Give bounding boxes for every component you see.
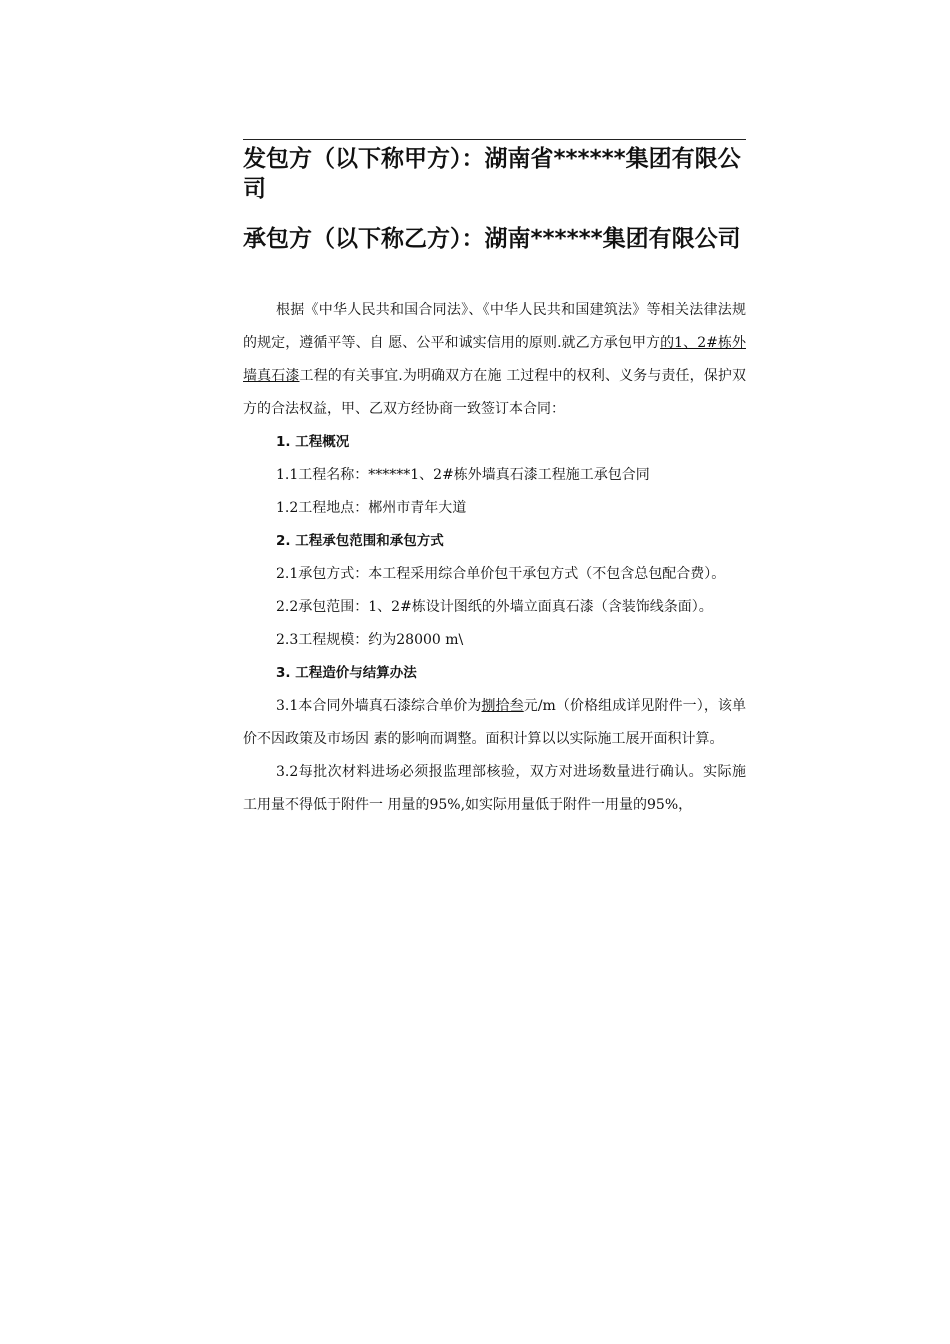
- preamble-paragraph: [243, 294, 746, 426]
- preamble-text-1: 根据《中华人民共和国合同法》、《中华人民共和国建筑法》等相关法律法规的规定，遵循平等、自 愿、公平和诚实信用的原则.就乙方承包甲方: [243, 302, 746, 351]
- clause-3-1-text-1: 3.1本合同外墙真石漆综合单价为: [276, 698, 482, 714]
- section-1-heading: 1. 工程概况: [276, 434, 350, 450]
- clause-3-1-text-2: 元/m（价格组成详见附件一），该单价不因政策及市场因 素的影响而调整。面积计算以以实际施工展开面积计算。: [243, 698, 747, 747]
- clause-2-3: 2.3工程规模：约为28000 m\: [276, 632, 464, 648]
- section-3-heading: 3. 工程造价与结算办法: [276, 665, 417, 681]
- clause-3-1: [243, 690, 746, 756]
- clause-1-2: 1.2工程地点：郴州市青年大道: [276, 500, 467, 516]
- clause-3-2: 3.2每批次材料进场必须报监理部核验，双方对进场数量进行确认。实际施工用量不得低于附件一 用量的95%,如实际用量低于附件一用量的95%，: [243, 764, 746, 813]
- preamble-text-2: 工程的有关事宜.为明确双方在施 工过程中的权利、义务与责任，保护双方的合法权益，甲、乙双方经协商一致签订本合同：: [243, 368, 747, 417]
- clause-1-1: 1.1工程名称：******1、2#栋外墙真石漆工程施工承包合同: [276, 467, 650, 483]
- clause-2-1: 2.1承包方式：本工程采用综合单价包干承包方式（不包含总包配合费）。: [276, 566, 726, 582]
- party-a-line: 发包方（以下称甲方）：湖南省******集团有限公司: [243, 146, 741, 202]
- preamble-underlined-project: 的1、2#栋外墙真石漆: [243, 335, 746, 384]
- clause-2-2: 2.2承包范围：1、2#栋设计图纸的外墙立面真石漆（含装饰线条面）。: [276, 599, 713, 615]
- contract-page: [243, 139, 746, 822]
- header-rule: [243, 139, 746, 140]
- party-b-line: 承包方（以下称乙方）：湖南******集团有限公司: [243, 226, 741, 252]
- clause-3-1-price-underlined: 捌拾叁: [481, 698, 524, 714]
- section-2-heading: 2. 工程承包范围和承包方式: [276, 533, 444, 549]
